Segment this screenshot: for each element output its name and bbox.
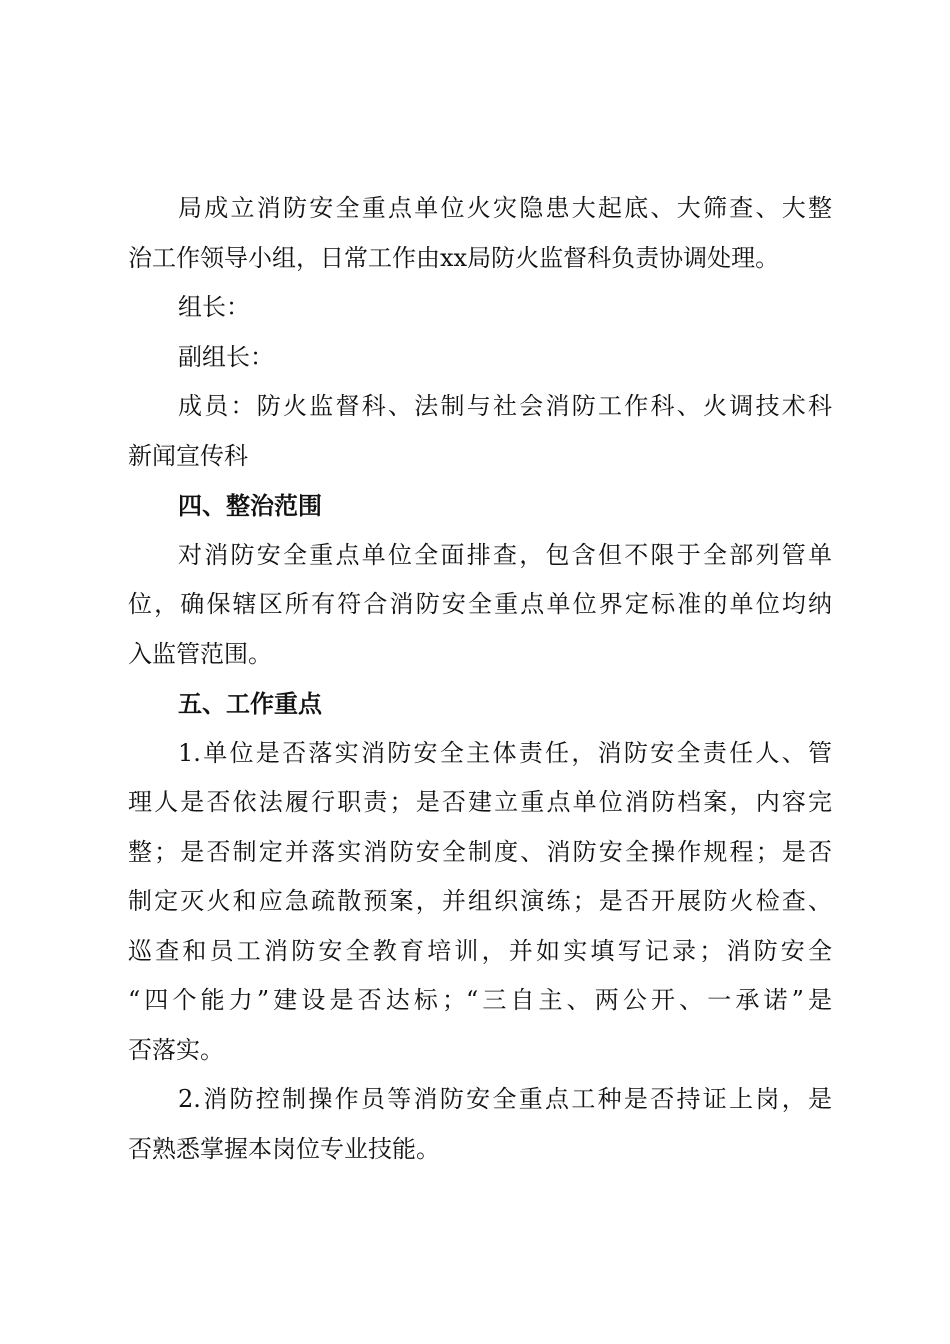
text-line: 整；是否制定并落实消防安全制度、消防安全操作规程；是否 (128, 837, 832, 866)
text-line: 1.单位是否落实消防安全主体责任，消防安全责任人、管 (178, 738, 832, 767)
leadership-paragraph (128, 184, 832, 283)
text-line: 理人是否依法履行职责；是否建立重点单位消防档案，内容完 (128, 788, 832, 816)
text-line: “四个能力”建设是否达标；“三自主、两公开、一承诺”是 (128, 986, 832, 1014)
text-line: 2.消防控制操作员等消防安全重点工种是否持证上岗，是 (178, 1085, 832, 1113)
leader-label: 组长： (178, 293, 250, 321)
text-line: 局成立消防安全重点单位火灾隐患大起底、大筛查、大整 (178, 194, 832, 222)
text-line: 成员：防火监督科、法制与社会消防工作科、火调技术科 (178, 392, 832, 420)
deputy-leader-label: 副组长： (178, 342, 274, 371)
text-line: 巡查和员工消防安全教育培训，并如实填写记录；消防安全 (128, 936, 832, 965)
scope-paragraph (128, 531, 832, 680)
section-heading-scope: 四、整治范围 (178, 491, 322, 520)
text-line: 位，确保辖区所有符合消防安全重点单位界定标准的单位均纳 (128, 590, 832, 618)
text-line: 治工作领导小组，日常工作由xx局防火监督科负责协调处理。 (128, 243, 780, 272)
focus-item-2 (128, 1075, 832, 1174)
text-line: 否落实。 (128, 1035, 224, 1064)
text-line: 新闻宣传科 (128, 441, 248, 470)
members-paragraph (128, 382, 832, 481)
text-line: 制定灭火和应急疏散预案，并组织演练；是否开展防火检查、 (128, 887, 832, 915)
document-body (128, 184, 832, 1174)
section-heading-focus: 五、工作重点 (178, 689, 322, 718)
focus-item-1 (128, 729, 832, 1076)
text-line: 否熟悉掌握本岗位专业技能。 (128, 1134, 440, 1163)
text-line: 入监管范围。 (128, 639, 272, 668)
text-line: 对消防安全重点单位全面排查，包含但不限于全部列管单 (178, 540, 832, 569)
